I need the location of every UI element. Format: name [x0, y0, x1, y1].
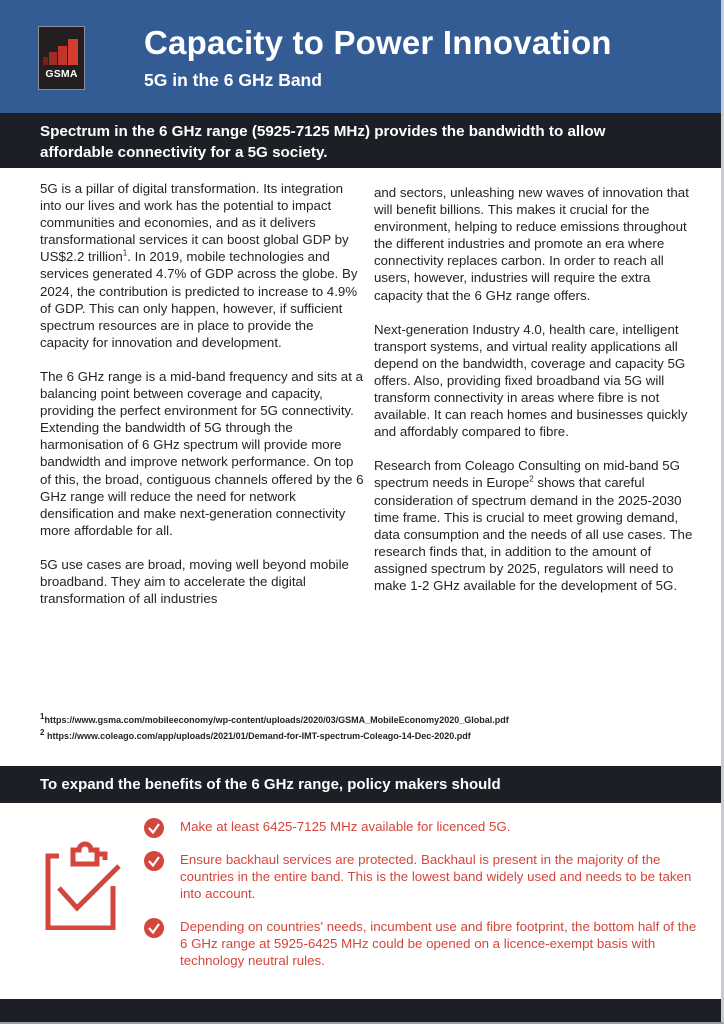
paragraph-text: . In 2019, mobile technologies and services generated 4.7% of GDP across the globe. By 2024, the contribution is predicted to increase to 4.9% of GDP. This can only happen, however, if sufficient spectrum resources are in place to provide the capacity for innovation and development.: [40, 249, 358, 350]
footnote: [40, 712, 690, 728]
policy-heading: To expand the benefits of the 6 GHz range, policy makers should: [40, 776, 501, 793]
footnote-link[interactable]: https://www.coleago.com/app/uploads/2021/01/Demand-for-IMT-spectrum-Coleago-14-Dec-2020.pdf: [46, 731, 471, 741]
check-circle-icon: [144, 851, 164, 871]
logo-signal-bar: [43, 57, 48, 65]
page-subtitle: 5G in the 6 GHz Band: [144, 70, 322, 90]
paragraph-text: shows that careful consideration of spectrum demand in the 2025-2030 time frame. This is crucial to meet growing demand, data consumption and the needs of all use cases. The research finds that, in addition to the amount of assigned spectrum by 2025, regulators will need to make 1-2 GHz available for the development of 5G.: [374, 475, 693, 593]
policy-item: [144, 918, 704, 969]
body-paragraph: 5G use cases are broad, moving well beyond mobile broadband. They aim to accelerate the digital transformation of all industries: [40, 556, 349, 607]
footnote-link[interactable]: https://www.gsma.com/mobileeconomy/wp-content/uploads/2020/03/GSMA_MobileEconomy2020_Global.pdf: [44, 715, 509, 725]
policy-item-text: Ensure backhaul services are protected. Backhaul is present in the majority of the countries in the entire band. This is the lowest band widely used and needs to be taken into account.: [180, 852, 692, 901]
check-circle-icon: [144, 918, 164, 938]
page-title: Capacity to Power Innovation: [144, 24, 612, 61]
policy-item: [144, 851, 704, 902]
body-paragraph: and sectors, unleashing new waves of innovation that will benefit billions. This makes it crucial for the environment, helping to reduce emissions throughout the different industries and promote an era where connectivity replaces carbon. In order to reach all users, however, industries will require the extra capacity that the 6 GHz range offers.: [374, 185, 689, 303]
footer-bar: [0, 999, 721, 1022]
logo-wordmark: GSMA: [45, 68, 78, 80]
policy-banner: [0, 766, 721, 803]
footnote-ref: 2: [529, 474, 534, 484]
page-header: [0, 0, 721, 113]
footnote-number: 1: [40, 712, 45, 721]
clipboard-check-icon: [45, 830, 125, 930]
lead-banner: [0, 113, 721, 168]
footnote-ref: 1: [122, 248, 128, 258]
footnote: [40, 728, 690, 744]
footnote-number: 2: [40, 728, 45, 737]
paragraph-text: Research from Coleago Consulting on mid-band 5G spectrum needs in Europe: [374, 458, 680, 491]
body-paragraph: [374, 457, 699, 594]
footnotes: [40, 712, 690, 744]
logo-signal-bar: [58, 46, 67, 65]
logo-signal-bar: [68, 39, 78, 65]
body-paragraph: [40, 180, 365, 351]
lead-text: Spectrum in the 6 GHz range (5925-7125 MHz) provides the bandwidth to allow affordable connectivity for a 5G society.: [40, 123, 606, 161]
body-column-left: [40, 180, 365, 624]
check-circle-icon: [144, 818, 164, 838]
paragraph-text: 5G is a pillar of digital transformation. Its integration into our lives and work has the potential to impact communities and economies, and as it delivers transformational services it can boost global GDP by US$2.2 trillion: [40, 181, 349, 265]
policy-item-text: Depending on countries' needs, incumbent use and fibre footprint, the bottom half of the 6 GHz range at 5925-6425 MHz could be opened on a licence-exempt basis with technology neutral rules.: [180, 919, 697, 968]
policy-list: [144, 818, 704, 969]
policy-item-text: Make at least 6425-7125 MHz available for licenced 5G.: [180, 819, 511, 834]
policy-item: [144, 818, 704, 835]
body-paragraph: Next-generation Industry 4.0, health care, intelligent transport systems, and virtual reality applications all depend on the bandwidth, coverage and capacity 5G offers. Also, providing fixed broadband via 5G will transform connectivity in areas where fibre is not available. It can reach homes and businesses quickly and affordably compared to fibre.: [374, 321, 688, 440]
logo-signal-bar: [49, 52, 57, 65]
body-column-right: [374, 184, 699, 611]
body-paragraph: The 6 GHz range is a mid-band frequency and sits at a balancing point between coverage and capacity, providing the perfect environment for 5G connectivity. Extending the bandwidth of 5G through the harmonisation of 6 GHz spectrum will provide more bandwidth and improve network performance. On top of this, the broad, contiguous channels offered by the 6 GHz range will reduce the need for network densification and make next-generation connectivity more affordable for all.: [40, 368, 364, 538]
gsma-logo: [38, 26, 85, 90]
